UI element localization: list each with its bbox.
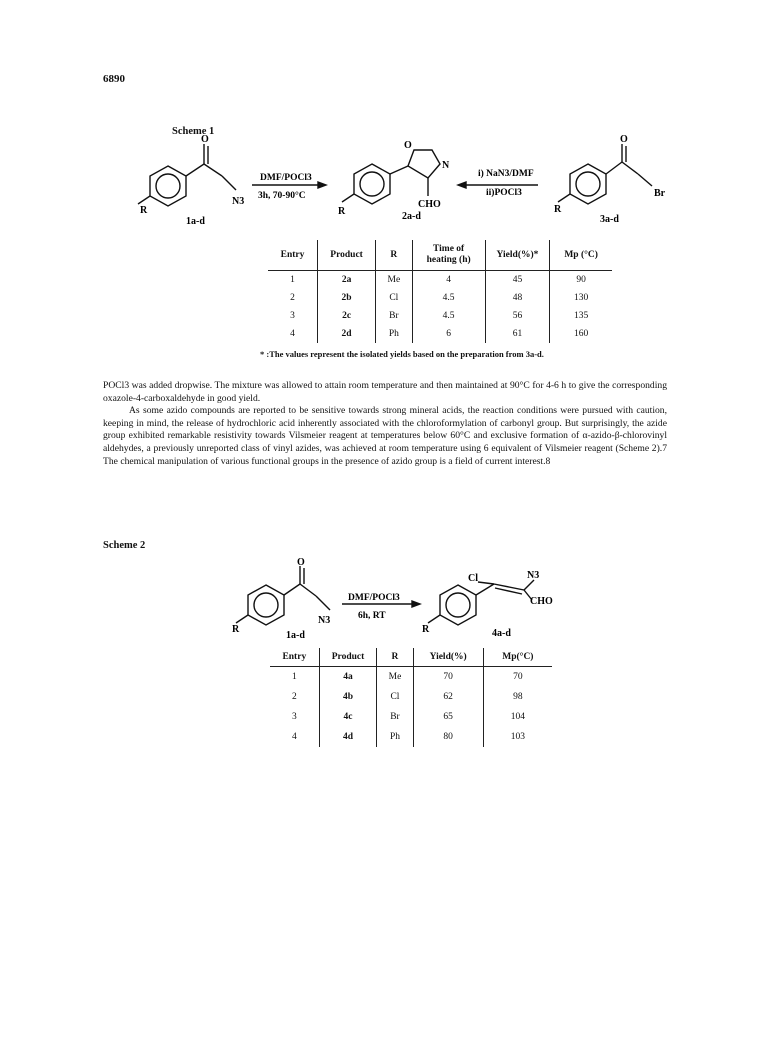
table-row — [270, 687, 552, 707]
cell: 4.5 — [412, 289, 485, 307]
cell: Ph — [377, 727, 413, 747]
s2-header-r: R — [377, 648, 413, 667]
s1-header-product: Product — [318, 240, 376, 271]
s2-header-entry: Entry — [270, 648, 319, 667]
scheme2-label: Scheme 2 — [103, 540, 146, 551]
s2-compound-1-label: 1a-d — [286, 630, 305, 641]
cell: Cl — [376, 289, 412, 307]
s1-header-time-line2: heating (h) — [426, 255, 471, 265]
cell: 4a — [319, 667, 377, 688]
s2-header-product: Product — [319, 648, 377, 667]
s1-conditions-reverse-bottom: ii)POCl3 — [486, 188, 522, 198]
scheme1-label: Scheme 1 — [172, 126, 215, 137]
s1-compound-1-label: 1a-d — [186, 216, 205, 227]
cell: 70 — [413, 667, 483, 688]
s1-compound-3-label: 3a-d — [600, 214, 619, 225]
cell: 70 — [483, 667, 552, 688]
cell: Me — [376, 271, 412, 290]
s1-c3-oxygen: O — [620, 134, 628, 145]
table-row — [270, 707, 552, 727]
cell: 56 — [485, 307, 550, 325]
s1-c2-nitrogen: N — [442, 160, 450, 171]
s1-c2-cho: CHO — [418, 199, 441, 210]
cell: 4c — [319, 707, 377, 727]
cell: 2 — [290, 293, 295, 303]
cell: 2c — [318, 307, 376, 325]
s2-c1-r: R — [232, 624, 240, 635]
compound-2-structure — [342, 150, 440, 204]
s2-compound-4-label: 4a-d — [492, 628, 511, 639]
cell: 130 — [550, 289, 612, 307]
s1-header-entry: Entry — [268, 240, 318, 271]
s2-header-mp: Mp(°C) — [483, 648, 552, 667]
cell: 2a — [318, 271, 376, 290]
cell: 61 — [485, 325, 550, 343]
s2-conditions-bottom: 6h, RT — [358, 611, 386, 621]
s2-c4-cho: CHO — [530, 596, 553, 607]
cell: 2d — [318, 325, 376, 343]
table-row — [268, 307, 612, 325]
cell: 48 — [485, 289, 550, 307]
cell: 6 — [412, 325, 485, 343]
s1-c2-r: R — [338, 206, 346, 217]
cell: Ph — [376, 325, 412, 343]
table-row — [270, 667, 552, 688]
cell: 104 — [483, 707, 552, 727]
cell: 2b — [318, 289, 376, 307]
s2-c4-r: R — [422, 624, 430, 635]
s1-header-yield: Yield(%)* — [485, 240, 550, 271]
compound-1-structure — [138, 144, 236, 206]
cell: 4 — [290, 329, 295, 339]
cell: 45 — [485, 271, 550, 290]
cell: 4 — [412, 271, 485, 290]
cell: Br — [376, 307, 412, 325]
s1-c1-n3: N3 — [232, 196, 245, 207]
scheme1-footnote: * :The values represent the isolated yields based on the preparation from 3a-d. — [260, 349, 544, 359]
s1-header-time-line1: Time of — [433, 244, 465, 254]
s1-c2-oxygen: O — [404, 140, 412, 151]
table-row — [268, 271, 612, 290]
scheme2-table — [270, 648, 552, 747]
body-text — [103, 380, 667, 468]
s1-c1-oxygen: O — [201, 134, 209, 145]
table-row — [268, 325, 612, 343]
s1-header-mp: Mp (°C) — [550, 240, 612, 271]
s2-c4-chlorine: Cl — [468, 573, 478, 584]
table-row — [268, 289, 612, 307]
cell: 4d — [319, 727, 377, 747]
s1-conditions-forward-bottom: 3h, 70-90°C — [258, 191, 306, 201]
s1-c1-r: R — [140, 205, 148, 216]
s1-compound-2-label: 2a-d — [402, 211, 421, 222]
cell: 1 — [291, 672, 297, 682]
cell: 135 — [550, 307, 612, 325]
s2-c1-n3: N3 — [318, 615, 331, 626]
s2-c1-oxygen: O — [297, 557, 305, 568]
s2-header-yield: Yield(%) — [413, 648, 483, 667]
cell: 3 — [291, 712, 297, 722]
s1-conditions-reverse-top: i) NaN3/DMF — [478, 169, 534, 179]
cell: 62 — [413, 687, 483, 707]
compound-3-structure — [558, 144, 652, 204]
s1-conditions-forward-top: DMF/POCl3 — [260, 173, 312, 183]
page-number: 6890 — [103, 73, 125, 85]
cell: 2 — [291, 692, 297, 702]
cell: 103 — [483, 727, 552, 747]
s1-header-r: R — [376, 240, 412, 271]
cell: 4b — [319, 687, 377, 707]
cell: 4.5 — [412, 307, 485, 325]
cell: Br — [377, 707, 413, 727]
cell: 65 — [413, 707, 483, 727]
s1-header-time — [412, 240, 485, 271]
cell: Cl — [377, 687, 413, 707]
scheme1-table — [268, 240, 612, 343]
cell: 1 — [290, 275, 295, 285]
paragraph-2: As some azido compounds are reported to be sensitive towards strong mineral acids, the reaction conditions were pursued with caution, keeping in mind, the release of hydrochloric acid inherently associated with the chloroformylation of carbonyl group. But surprisingly, the azide group exhibited remarkable resistivity towards Vilsmeier reagent at temperatures below 60°C and exclusive formation of α-azido-β-chlorovinyl aldehydes, a previously unreported class of vinyl azides, was achieved at room temperature using 6 equivalent of Vilsmeier reagent (Scheme 2).7 The chemical manipulation of various functional groups in the presence of azido group is a field of current interest.8 — [103, 405, 667, 467]
paragraph-1: POCl3 was added dropwise. The mixture was allowed to attain room temperature and then maintained at 90°C for 4-6 h to give the corresponding oxazole-4-carboxaldehyde in good yield. — [103, 380, 667, 404]
cell: Me — [377, 667, 413, 688]
cell: 4 — [291, 732, 297, 742]
cell: 98 — [483, 687, 552, 707]
s2-conditions-top: DMF/POCl3 — [348, 593, 400, 603]
table-row — [270, 727, 552, 747]
cell: 80 — [413, 727, 483, 747]
s1-c3-bromine: Br — [654, 188, 666, 199]
s2-c4-n3: N3 — [527, 570, 540, 581]
cell: 90 — [550, 271, 612, 290]
s1-c3-r: R — [554, 204, 562, 215]
cell: 3 — [290, 311, 295, 321]
cell: 160 — [550, 325, 612, 343]
